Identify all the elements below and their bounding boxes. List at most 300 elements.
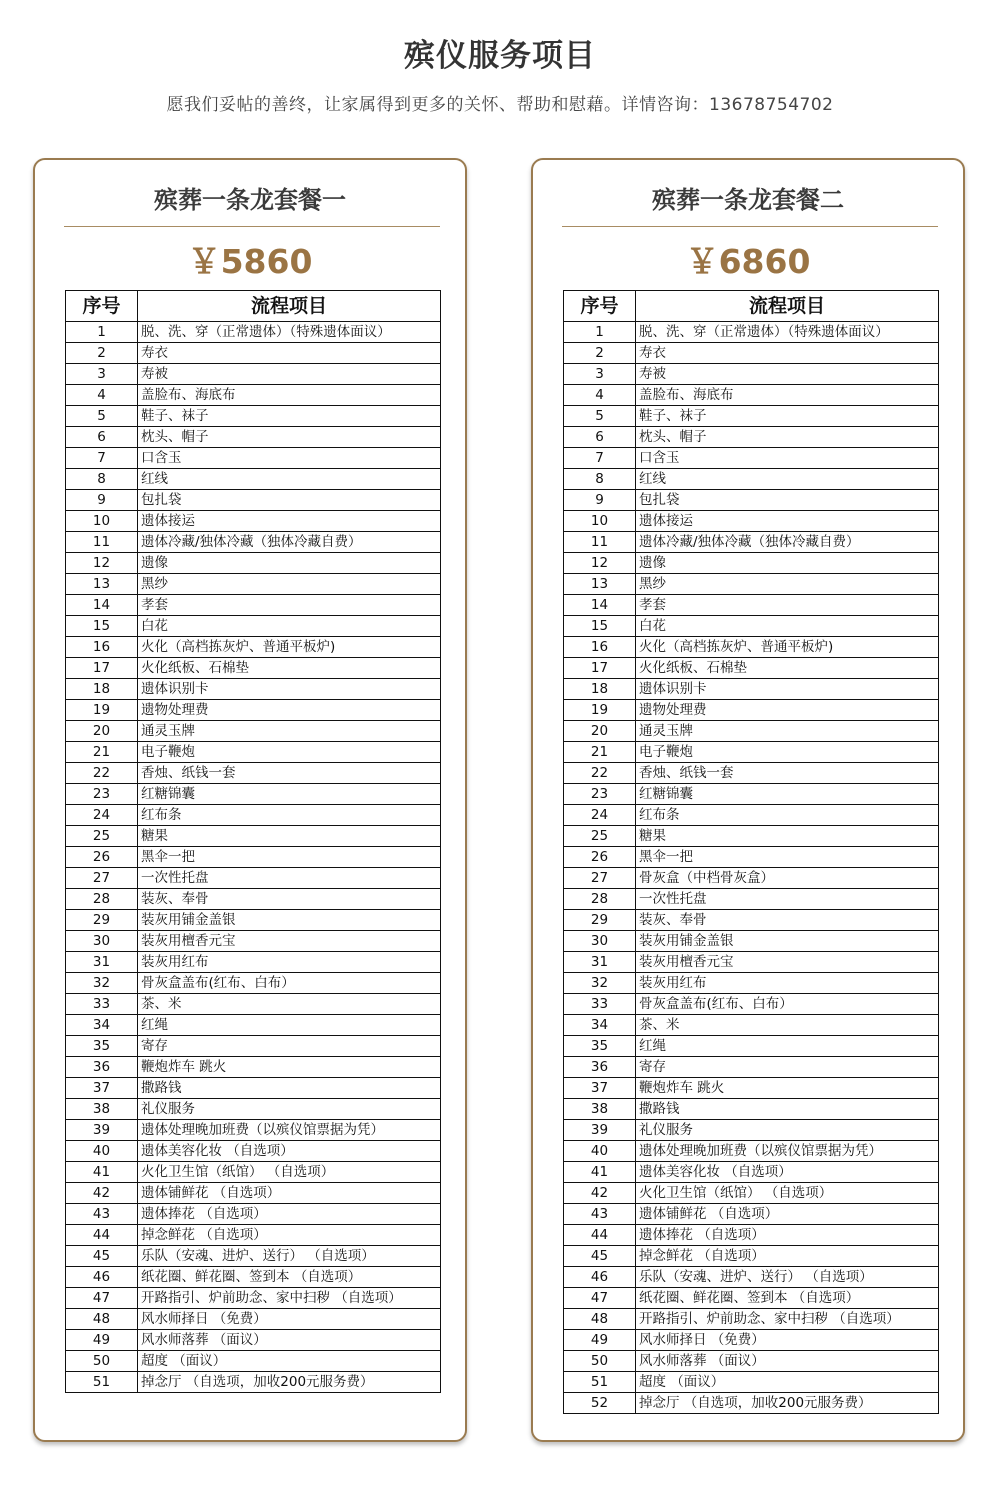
row-item-name: 盖脸布、海底布: [138, 385, 441, 406]
row-number: 8: [564, 469, 636, 490]
row-number: 27: [66, 868, 138, 889]
row-item-name: 红绳: [636, 1036, 939, 1057]
table-row: [66, 427, 441, 448]
row-item-name: 火化卫生馆（纸馆） （自选项）: [138, 1162, 441, 1183]
row-item-name: 寄存: [138, 1036, 441, 1057]
row-number: 50: [564, 1351, 636, 1372]
table-row: [66, 637, 441, 658]
row-item-name: 枕头、帽子: [138, 427, 441, 448]
row-item-name: 超度 （面议）: [138, 1351, 441, 1372]
row-item-name: 掉念厅 （自选项，加收200元服务费）: [138, 1372, 441, 1393]
table-row: [66, 805, 441, 826]
row-number: 3: [66, 364, 138, 385]
table-row: [66, 931, 441, 952]
table-row: [564, 1246, 939, 1267]
table-row: [66, 1078, 441, 1099]
row-number: 22: [564, 763, 636, 784]
table-row: [66, 595, 441, 616]
table-row: [66, 343, 441, 364]
row-item-name: 撒路钱: [636, 1099, 939, 1120]
table-row: [66, 994, 441, 1015]
row-number: 25: [564, 826, 636, 847]
table-row: [564, 427, 939, 448]
row-item-name: 火化（高档拣灰炉、普通平板炉): [636, 637, 939, 658]
row-item-name: 电子鞭炮: [636, 742, 939, 763]
table-row: [66, 553, 441, 574]
row-number: 32: [564, 973, 636, 994]
row-number: 21: [66, 742, 138, 763]
row-number: 44: [66, 1225, 138, 1246]
row-item-name: 遗体捧花 （自选项）: [636, 1225, 939, 1246]
table-row: [564, 679, 939, 700]
row-number: 48: [66, 1309, 138, 1330]
row-number: 30: [66, 931, 138, 952]
table-row: [564, 805, 939, 826]
table-header-row: [564, 291, 939, 322]
row-item-name: 乐队（安魂、进炉、送行） （自选项）: [138, 1246, 441, 1267]
row-number: 16: [564, 637, 636, 658]
row-number: 36: [564, 1057, 636, 1078]
table-row: [564, 490, 939, 511]
row-number: 33: [564, 994, 636, 1015]
row-number: 35: [66, 1036, 138, 1057]
row-item-name: 装灰、奉骨: [138, 889, 441, 910]
row-number: 43: [564, 1204, 636, 1225]
table-row: [66, 847, 441, 868]
row-item-name: 掉念鲜花 （自选项）: [138, 1225, 441, 1246]
row-item-name: 掉念厅 （自选项，加收200元服务费）: [636, 1393, 939, 1414]
row-number: 49: [564, 1330, 636, 1351]
row-item-name: 遗体美容化妆 （自选项）: [636, 1162, 939, 1183]
row-item-name: 脱、洗、穿（正常遗体）（特殊遗体面议）: [138, 322, 441, 343]
row-number: 31: [66, 952, 138, 973]
row-number: 1: [564, 322, 636, 343]
row-item-name: 口含玉: [138, 448, 441, 469]
row-number: 19: [564, 700, 636, 721]
title-divider: [64, 226, 440, 227]
table-row: [564, 1267, 939, 1288]
table-row: [564, 700, 939, 721]
row-item-name: 遗体处理晚加班费（以殡仪馆票据为凭）: [636, 1141, 939, 1162]
table-row: [564, 1015, 939, 1036]
row-number: 37: [564, 1078, 636, 1099]
table-row: [66, 469, 441, 490]
table-row: [564, 1330, 939, 1351]
row-item-name: 风水师择日 （免费）: [636, 1330, 939, 1351]
row-number: 45: [66, 1246, 138, 1267]
row-number: 7: [66, 448, 138, 469]
row-item-name: 通灵玉牌: [636, 721, 939, 742]
row-number: 30: [564, 931, 636, 952]
row-item-name: 风水师落葬 （面议）: [138, 1330, 441, 1351]
row-number: 32: [66, 973, 138, 994]
table-body: [564, 322, 939, 1414]
row-number: 2: [66, 343, 138, 364]
row-item-name: 黑纱: [636, 574, 939, 595]
row-item-name: 电子鞭炮: [138, 742, 441, 763]
table-row: [564, 532, 939, 553]
table-row: [66, 679, 441, 700]
table-row: [564, 931, 939, 952]
row-number: 52: [564, 1393, 636, 1414]
row-item-name: 寿被: [636, 364, 939, 385]
table-row: [564, 1099, 939, 1120]
page-title: 殡仪服务项目: [404, 38, 596, 74]
table-row: [66, 1099, 441, 1120]
row-number: 3: [564, 364, 636, 385]
row-number: 24: [66, 805, 138, 826]
row-number: 29: [564, 910, 636, 931]
package-title: 殡葬一条龙套餐一: [154, 186, 346, 214]
row-item-name: 遗体接运: [636, 511, 939, 532]
row-number: 24: [564, 805, 636, 826]
table-row: [564, 553, 939, 574]
table-row: [564, 868, 939, 889]
row-item-name: 白花: [138, 616, 441, 637]
table-row: [564, 742, 939, 763]
table-row: [564, 364, 939, 385]
row-number: 29: [66, 910, 138, 931]
row-item-name: 火化卫生馆（纸馆） （自选项）: [636, 1183, 939, 1204]
row-number: 12: [66, 553, 138, 574]
row-item-name: 包扎袋: [636, 490, 939, 511]
table-row: [66, 742, 441, 763]
row-number: 40: [564, 1141, 636, 1162]
row-item-name: 寿衣: [636, 343, 939, 364]
row-number: 18: [564, 679, 636, 700]
table-row: [66, 1309, 441, 1330]
row-number: 15: [66, 616, 138, 637]
row-item-name: 骨灰盒盖布(红布、白布）: [138, 973, 441, 994]
table-row: [564, 1309, 939, 1330]
row-number: 46: [66, 1267, 138, 1288]
row-number: 37: [66, 1078, 138, 1099]
row-number: 9: [66, 490, 138, 511]
row-item-name: 红糖锦囊: [138, 784, 441, 805]
row-item-name: 孝套: [138, 595, 441, 616]
table-row: [66, 1036, 441, 1057]
table-row: [66, 448, 441, 469]
table-row: [564, 721, 939, 742]
table-row: [66, 1330, 441, 1351]
row-item-name: 骨灰盒（中档骨灰盒）: [636, 868, 939, 889]
row-item-name: 纸花圈、鲜花圈、签到本 （自选项）: [138, 1267, 441, 1288]
row-number: 39: [66, 1120, 138, 1141]
row-item-name: 通灵玉牌: [138, 721, 441, 742]
row-number: 26: [66, 847, 138, 868]
row-item-name: 礼仪服务: [636, 1120, 939, 1141]
row-number: 22: [66, 763, 138, 784]
row-number: 46: [564, 1267, 636, 1288]
row-item-name: 香烛、纸钱一套: [636, 763, 939, 784]
row-item-name: 红糖锦囊: [636, 784, 939, 805]
table-row: [66, 1351, 441, 1372]
table-row: [564, 1141, 939, 1162]
row-number: 23: [66, 784, 138, 805]
row-number: 42: [66, 1183, 138, 1204]
table-row: [66, 490, 441, 511]
table-body: [66, 322, 441, 1393]
row-number: 11: [66, 532, 138, 553]
row-number: 2: [564, 343, 636, 364]
row-item-name: 装灰用铺金盖银: [636, 931, 939, 952]
table-row: [66, 574, 441, 595]
row-number: 10: [66, 511, 138, 532]
table-row: [564, 1288, 939, 1309]
table-row: [66, 952, 441, 973]
table-row: [564, 973, 939, 994]
row-item-name: 鞋子、袜子: [636, 406, 939, 427]
table-row: [564, 826, 939, 847]
row-item-name: 口含玉: [636, 448, 939, 469]
table-row: [564, 385, 939, 406]
row-number: 13: [564, 574, 636, 595]
table-row: [66, 910, 441, 931]
table-row: [564, 889, 939, 910]
table-row: [564, 1120, 939, 1141]
row-item-name: 孝套: [636, 595, 939, 616]
row-item-name: 遗体接运: [138, 511, 441, 532]
row-number: 39: [564, 1120, 636, 1141]
row-number: 36: [66, 1057, 138, 1078]
table-row: [66, 700, 441, 721]
package-price: ￥5860: [187, 242, 313, 281]
row-number: 1: [66, 322, 138, 343]
row-item-name: 遗体铺鲜花 （自选项）: [636, 1204, 939, 1225]
row-number: 47: [564, 1288, 636, 1309]
table-row: [564, 1225, 939, 1246]
row-item-name: 遗体识别卡: [138, 679, 441, 700]
row-number: 27: [564, 868, 636, 889]
row-number: 12: [564, 553, 636, 574]
table-row: [66, 1162, 441, 1183]
row-number: 6: [66, 427, 138, 448]
row-item-name: 茶、米: [138, 994, 441, 1015]
row-number: 44: [564, 1225, 636, 1246]
row-item-name: 遗体识别卡: [636, 679, 939, 700]
row-number: 51: [564, 1372, 636, 1393]
row-number: 21: [564, 742, 636, 763]
row-item-name: 糖果: [636, 826, 939, 847]
table-row: [66, 532, 441, 553]
table-row: [66, 1246, 441, 1267]
row-number: 51: [66, 1372, 138, 1393]
row-item-name: 掉念鲜花 （自选项）: [636, 1246, 939, 1267]
row-item-name: 枕头、帽子: [636, 427, 939, 448]
row-number: 14: [564, 595, 636, 616]
table-row: [66, 1372, 441, 1393]
row-number: 5: [564, 406, 636, 427]
row-item-name: 红布条: [138, 805, 441, 826]
row-item-name: 装灰用红布: [636, 973, 939, 994]
row-item-name: 骨灰盒盖布(红布、白布）: [636, 994, 939, 1015]
row-item-name: 遗体冷藏/独体冷藏（独体冷藏自费）: [636, 532, 939, 553]
row-item-name: 黑纱: [138, 574, 441, 595]
row-number: 45: [564, 1246, 636, 1267]
row-item-name: 红布条: [636, 805, 939, 826]
row-item-name: 装灰用红布: [138, 952, 441, 973]
row-number: 4: [564, 385, 636, 406]
row-number: 31: [564, 952, 636, 973]
row-item-name: 遗体冷藏/独体冷藏（独体冷藏自费）: [138, 532, 441, 553]
row-item-name: 红线: [636, 469, 939, 490]
row-number: 13: [66, 574, 138, 595]
row-number: 5: [66, 406, 138, 427]
table-row: [564, 1183, 939, 1204]
row-item-name: 遗体美容化妆 （自选项）: [138, 1141, 441, 1162]
row-item-name: 香烛、纸钱一套: [138, 763, 441, 784]
row-number: 38: [564, 1099, 636, 1120]
table-row: [564, 322, 939, 343]
table-row: [66, 1015, 441, 1036]
row-item-name: 糖果: [138, 826, 441, 847]
row-number: 18: [66, 679, 138, 700]
row-number: 28: [564, 889, 636, 910]
package-items-table: [65, 290, 441, 1393]
table-row: [564, 637, 939, 658]
table-row: [564, 910, 939, 931]
row-item-name: 装灰、奉骨: [636, 910, 939, 931]
row-item-name: 寿衣: [138, 343, 441, 364]
row-item-name: 红绳: [138, 1015, 441, 1036]
row-item-name: 鞭炮炸车 跳火: [138, 1057, 441, 1078]
table-row: [564, 1351, 939, 1372]
row-item-name: 遗像: [636, 553, 939, 574]
table-row: [564, 994, 939, 1015]
table-row: [66, 784, 441, 805]
package-price: ￥6860: [685, 242, 811, 281]
table-row: [564, 595, 939, 616]
row-number: 10: [564, 511, 636, 532]
table-row: [66, 1120, 441, 1141]
table-row: [66, 1288, 441, 1309]
table-row: [564, 574, 939, 595]
table-row: [66, 385, 441, 406]
table-row: [66, 1225, 441, 1246]
row-item-name: 一次性托盘: [138, 868, 441, 889]
table-row: [564, 469, 939, 490]
table-row: [66, 364, 441, 385]
page-subtitle-contact: 愿我们妥帖的善终，让家属得到更多的关怀、帮助和慰藉。详情咨询：13678754702: [166, 95, 834, 115]
row-number: 35: [564, 1036, 636, 1057]
table-row: [564, 511, 939, 532]
row-item-name: 遗体铺鲜花 （自选项）: [138, 1183, 441, 1204]
table-row: [66, 889, 441, 910]
row-number: 50: [66, 1351, 138, 1372]
row-number: 17: [564, 658, 636, 679]
table-row: [66, 322, 441, 343]
row-item-name: 茶、米: [636, 1015, 939, 1036]
row-item-name: 火化纸板、石棉垫: [138, 658, 441, 679]
row-item-name: 鞋子、袜子: [138, 406, 441, 427]
table-row: [66, 1183, 441, 1204]
row-item-name: 黑伞一把: [636, 847, 939, 868]
row-item-name: 寿被: [138, 364, 441, 385]
row-number: 14: [66, 595, 138, 616]
row-item-name: 开路指引、炉前助念、家中扫秽 （自选项）: [636, 1309, 939, 1330]
row-item-name: 遗物处理费: [138, 700, 441, 721]
row-item-name: 白花: [636, 616, 939, 637]
row-item-name: 包扎袋: [138, 490, 441, 511]
table-row: [564, 448, 939, 469]
row-item-name: 风水师落葬 （面议）: [636, 1351, 939, 1372]
row-number: 48: [564, 1309, 636, 1330]
row-item-name: 礼仪服务: [138, 1099, 441, 1120]
row-number: 38: [66, 1099, 138, 1120]
row-number: 26: [564, 847, 636, 868]
row-item-name: 火化（高档拣灰炉、普通平板炉): [138, 637, 441, 658]
table-row: [66, 1057, 441, 1078]
row-number: 43: [66, 1204, 138, 1225]
row-number: 17: [66, 658, 138, 679]
row-item-name: 装灰用铺金盖银: [138, 910, 441, 931]
row-item-name: 装灰用檀香元宝: [636, 952, 939, 973]
row-number: 23: [564, 784, 636, 805]
table-row: [564, 616, 939, 637]
column-header-num: 序号: [564, 291, 636, 322]
row-number: 20: [564, 721, 636, 742]
row-item-name: 鞭炮炸车 跳火: [636, 1078, 939, 1099]
table-row: [66, 868, 441, 889]
row-item-name: 寄存: [636, 1057, 939, 1078]
table-row: [66, 658, 441, 679]
table-row: [564, 1204, 939, 1225]
column-header-num: 序号: [66, 291, 138, 322]
table-row: [564, 1372, 939, 1393]
row-number: 34: [564, 1015, 636, 1036]
row-item-name: 撒路钱: [138, 1078, 441, 1099]
row-item-name: 一次性托盘: [636, 889, 939, 910]
package-title: 殡葬一条龙套餐二: [652, 186, 844, 214]
row-number: 19: [66, 700, 138, 721]
row-number: 28: [66, 889, 138, 910]
column-header-item: 流程项目: [138, 291, 441, 322]
table-row: [66, 763, 441, 784]
row-item-name: 黑伞一把: [138, 847, 441, 868]
package-card-1: [33, 158, 467, 1442]
table-row: [564, 1057, 939, 1078]
row-number: 49: [66, 1330, 138, 1351]
row-number: 40: [66, 1141, 138, 1162]
table-row: [564, 658, 939, 679]
row-number: 20: [66, 721, 138, 742]
row-item-name: 风水师择日 （免费）: [138, 1309, 441, 1330]
table-row: [564, 1162, 939, 1183]
table-header-row: [66, 291, 441, 322]
package-items-table: [563, 290, 939, 1414]
table-row: [564, 1078, 939, 1099]
table-row: [66, 1141, 441, 1162]
row-number: 47: [66, 1288, 138, 1309]
row-item-name: 盖脸布、海底布: [636, 385, 939, 406]
table-row: [66, 1267, 441, 1288]
title-divider: [562, 226, 938, 227]
row-number: 25: [66, 826, 138, 847]
row-item-name: 火化纸板、石棉垫: [636, 658, 939, 679]
row-item-name: 遗体捧花 （自选项）: [138, 1204, 441, 1225]
table-row: [564, 847, 939, 868]
row-number: 42: [564, 1183, 636, 1204]
table-row: [564, 1036, 939, 1057]
table-row: [66, 406, 441, 427]
table-row: [66, 511, 441, 532]
row-number: 7: [564, 448, 636, 469]
package-card-2: [531, 158, 965, 1442]
row-item-name: 遗体处理晚加班费（以殡仪馆票据为凭）: [138, 1120, 441, 1141]
row-item-name: 超度 （面议）: [636, 1372, 939, 1393]
table-row: [564, 1393, 939, 1414]
table-row: [564, 763, 939, 784]
